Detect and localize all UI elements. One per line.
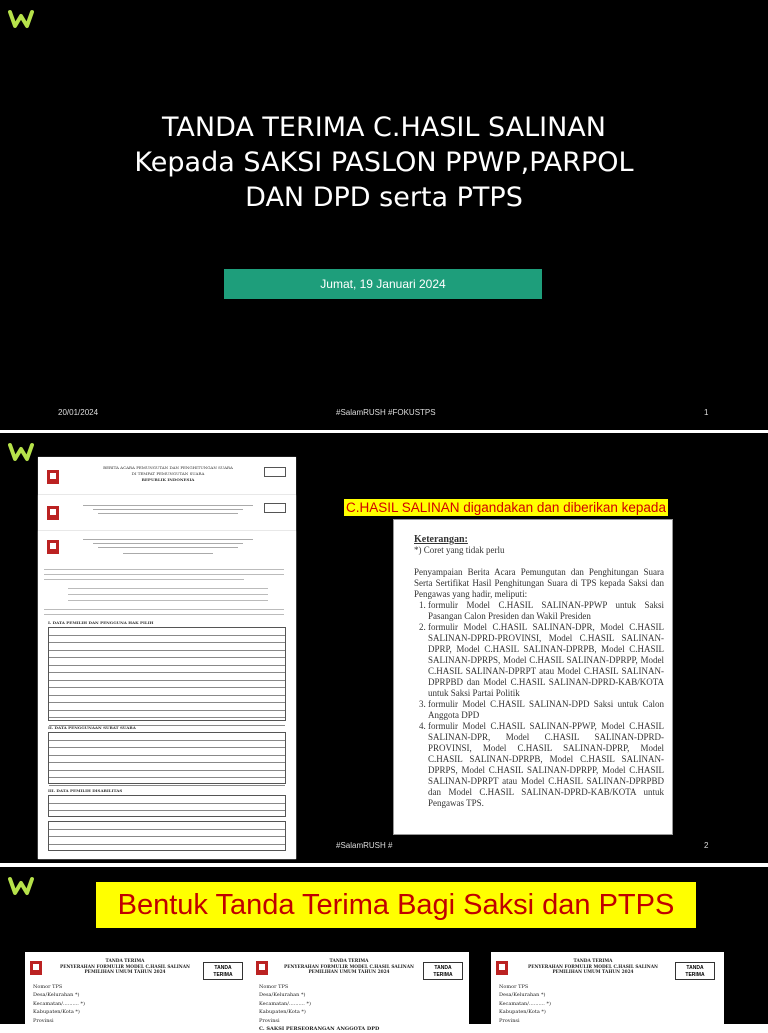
doc-line — [44, 609, 284, 610]
form-row: Kecamatan/.......... *) — [499, 1000, 551, 1007]
doc-section-iii: III. DATA PEMILIH DISABILITAS — [48, 788, 123, 793]
ket-intro: Penyampaian Berita Acara Pemungutan dan Penghitungan Suara Serta Sertifikat Hasil Penghitungan Suara di TPS kepada Saksi dan Pengawas yang hadir, meliputi: — [414, 567, 664, 599]
date-box: Jumat, 19 Januari 2024 — [224, 269, 542, 299]
form-row: Provinsi — [259, 1017, 280, 1024]
footer-date: 20/01/2024 — [58, 408, 99, 417]
form-title: TANDA TERIMA PENYERAHAN FORMULIR MODEL C.HASIL SALINAN PEMILIHAN UMUM TAHUN 2024 — [283, 959, 414, 975]
doc-header-2: DI TEMPAT PEMUNGUTAN SUARA — [131, 471, 205, 476]
receipt-form-3 — [491, 952, 724, 1032]
kpu-logo-icon — [30, 961, 42, 975]
form-row: Kabupaten/Kota *) — [259, 1009, 306, 1016]
slide-2 — [0, 433, 768, 863]
page-number: 1 — [704, 408, 709, 417]
slide-3-banner: Bentuk Tanda Terima Bagi Saksi dan PTPS — [96, 882, 696, 928]
document-page-3 — [38, 531, 296, 859]
logo-icon — [8, 441, 34, 463]
form-row: Desa/Kelurahan *) — [499, 992, 546, 999]
page-number: 2 — [704, 841, 709, 850]
doc-section-ii: II. DATA PENGGUNAAN SURAT SUARA — [48, 725, 136, 730]
doc-section-i: I. DATA PEMILIH DAN PENGGUNA HAK PILIH — [48, 620, 154, 625]
form-row: Desa/Kelurahan *) — [33, 992, 80, 999]
form-row: Kabupaten/Kota *) — [499, 1009, 546, 1016]
doc-header-1: BERITA ACARA PEMUNGUTAN DAN PENGHITUNGAN SUARA — [103, 465, 233, 470]
form-rows — [33, 983, 85, 1025]
form-title: TANDA TERIMA PENYERAHAN FORMULIR MODEL C.HASIL SALINAN PEMILIHAN UMUM TAHUN 2024 — [527, 959, 658, 975]
form-row: Kabupaten/Kota *) — [33, 1009, 80, 1016]
form-row: Provinsi — [33, 1017, 54, 1024]
slide-1 — [0, 0, 768, 430]
form-row: Nomor TPS — [33, 984, 63, 990]
kpu-logo-icon — [496, 961, 508, 975]
logo-icon — [8, 875, 34, 897]
form-row: Kecamatan/.......... *) — [33, 1000, 85, 1007]
form-row: C. SAKSI PERSEORANGAN ANGGOTA DPD — [259, 1026, 380, 1033]
logo-icon — [8, 8, 34, 30]
form-rows — [499, 983, 551, 1025]
form-rows — [259, 983, 379, 1033]
ket-item-3: 3. formulir Model C.HASIL SALINAN-DPD Saksi untuk Calon Anggota DPD — [428, 699, 664, 721]
doc-line — [44, 569, 284, 570]
form-badge: TANDA TERIMA — [423, 962, 463, 980]
ket-item-2: 2. formulir Model C.HASIL SALINAN-DPR, Model C.HASIL SALINAN-DPRD-PROVINSI, Model C.HASIL SALINAN-DPRP, Model C.HASIL SALINAN-DPRPB, Model C.HASIL SALINAN-DPRPS, Model C.HASIL SALINAN-DPRPP, Model C.HASIL SALINAN-DPRPT atau Model C.HASIL SALINAN-DPRPBD dan Model C.HASIL SALINAN-DPRD-KAB/KOTA untuk Saksi Partai Politik — [428, 622, 664, 699]
title-line-2: Kepada SAKSI PASLON PPWP,PARPOL — [134, 147, 634, 178]
doc-line — [93, 543, 243, 544]
doc-table-2 — [48, 732, 286, 784]
form-row: Provinsi — [499, 1017, 520, 1024]
doc-line — [98, 513, 238, 514]
doc-form-box — [264, 467, 286, 477]
form-row: Desa/Kelurahan *) — [259, 992, 306, 999]
ket-note: *) Coret yang tidak perlu — [414, 545, 505, 555]
slide-3 — [0, 867, 768, 1033]
ket-item-1: 1. formulir Model C.HASIL SALINAN-PPWP untuk Saksi Pasangan Calon Presiden dan Wakil Presiden — [428, 600, 664, 622]
kpu-logo-icon — [46, 539, 60, 555]
ket-title: Keterangan: — [414, 534, 468, 545]
doc-line — [44, 579, 244, 580]
footer-hashtag: #SalamRUSH # — [336, 841, 393, 850]
form-row: Nomor TPS — [259, 984, 289, 990]
doc-line — [68, 594, 268, 595]
ket-item-4: 4. formulir Model C.HASIL SALINAN-PPWP, Model C.HASIL SALINAN-DPR, Model C.HASIL SALINAN-DPRD-PROVINSI, Model C.HASIL SALINAN-DPRP, Model C.HASIL SALINAN-DPRPB, Model C.HASIL SALINAN-DPRPS, Model C.HASIL SALINAN-DPRPP, Model C.HASIL SALINAN-DPRPT atau Model C.HASIL SALINAN-DPRPBD dan Model C.HASIL SALINAN-DPRD-KAB/KOTA untuk Pengawas TPS. — [428, 721, 664, 809]
form-row: Nomor TPS — [499, 984, 529, 990]
doc-line — [83, 505, 253, 506]
form-row: Kecamatan/.......... *) — [259, 1000, 311, 1007]
slide-title — [60, 110, 708, 215]
doc-table-3 — [48, 795, 286, 817]
form-badge: TANDA TERIMA — [675, 962, 715, 980]
doc-table-4 — [48, 821, 286, 851]
title-line-3: DAN DPD serta PTPS — [245, 182, 523, 213]
doc-line — [93, 509, 243, 510]
doc-line — [98, 547, 238, 548]
form-badge: TANDA TERIMA — [203, 962, 243, 980]
doc-header-3: REPUBLIK INDONESIA — [141, 477, 195, 482]
doc-line — [68, 588, 268, 589]
doc-table-1 — [48, 627, 286, 721]
keterangan-box — [393, 519, 673, 835]
doc-line — [44, 614, 284, 615]
kpu-logo-icon — [46, 505, 60, 521]
doc-form-box — [264, 503, 286, 513]
doc-line — [68, 600, 268, 601]
receipt-form-2 — [251, 952, 469, 1032]
footer-hashtag: #SalamRUSH #FOKUSTPS — [336, 408, 436, 417]
receipt-form-1 — [25, 952, 252, 1032]
doc-line — [83, 539, 253, 540]
form-title: TANDA TERIMA PENYERAHAN FORMULIR MODEL C.HASIL SALINAN PEMILIHAN UMUM TAHUN 2024 — [59, 959, 190, 975]
doc-line — [44, 574, 284, 575]
doc-line — [123, 553, 213, 554]
title-line-1: TANDA TERIMA C.HASIL SALINAN — [162, 112, 606, 143]
kpu-logo-icon — [256, 961, 268, 975]
caption-highlight: C.HASIL SALINAN digandakan dan diberikan kepada — [346, 500, 666, 515]
kpu-logo-icon — [46, 469, 60, 485]
ket-list — [414, 600, 664, 809]
